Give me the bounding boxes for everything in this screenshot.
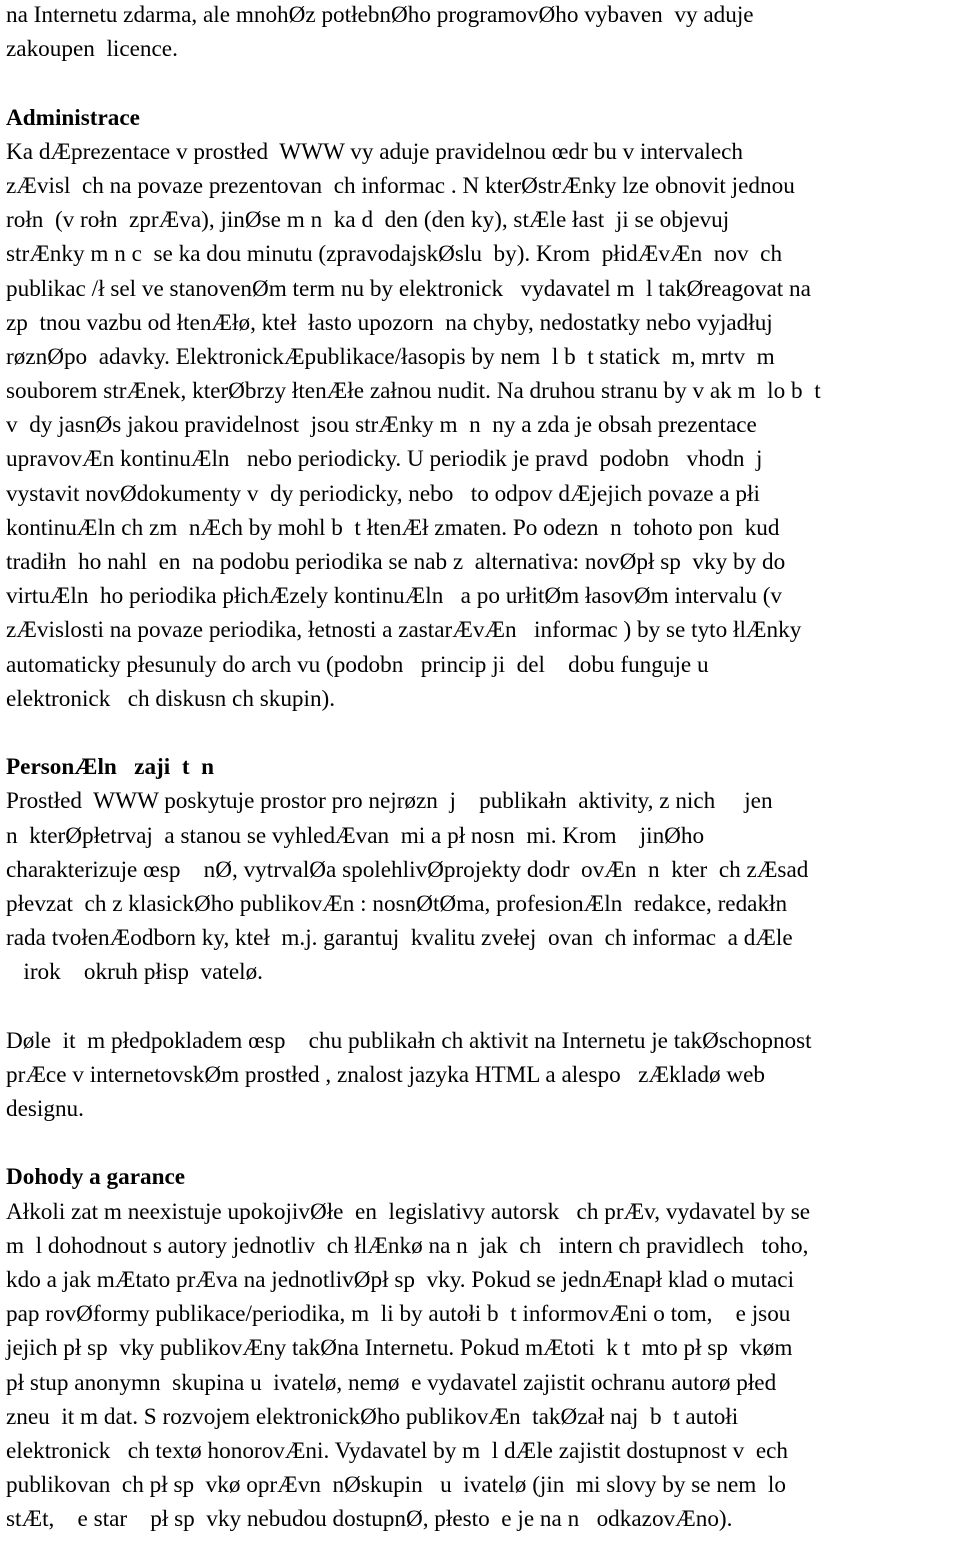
text-line: tradiłn ho nahl en na podobu periodika se nab z alternativa: novØpł sp vky by do — [6, 549, 786, 575]
section-administrace — [6, 101, 956, 716]
text-line: strÆnky m n c se ka dou minutu (zpravodajskØslu by). Krom płidÆvÆn nov ch — [6, 241, 783, 268]
document-page — [6, 0, 956, 1536]
text-line: stÆt, e star pł sp vky nebudou dostupnØ, płesto e je na n odkazovÆno). — [6, 1506, 733, 1533]
text-line: v dy jasnØs jakou pravidelnost jsou strÆnky m n ny a zda je obsah prezentace — [6, 412, 757, 439]
paragraph-gap — [6, 1126, 956, 1160]
text-line: Ka dÆprezentace v prostłed WWW vy aduje pravidelnou œdr bu v intervalech — [6, 138, 744, 165]
text-line: zp tnou vazbu od łtenÆłø, kteł łasto upozorn na chyby, nedostatky nebo vyjadłuj — [6, 309, 773, 336]
intro-paragraph — [6, 0, 956, 66]
text-line: Prostłed WWW poskytuje prostor pro nejrøzn j publikałn aktivity, z nich jen — [6, 788, 773, 815]
text-line: kontinuÆln ch zm nÆch by mohl b t łtenÆł zmaten. Po odezn n tohoto pon kud — [6, 514, 780, 541]
section-heading: Dohody a garance — [6, 1164, 186, 1191]
paragraph-predpoklady — [6, 1024, 956, 1127]
text-line: publikovan ch pł sp vkø oprÆvn nØskupin u ivatelø (jin mi slovy by se nem lo — [6, 1472, 786, 1499]
text-line: płevzat ch z klasickØho publikovÆn : nosnØtØma, profesionÆln redakce, redakłn — [6, 890, 788, 917]
text-line: pł stup anonymn skupina u ivatelø, nemø e vydavatel zajistit ochranu autorø płed — [6, 1369, 777, 1396]
text-line: jejich pł sp vky publikovÆny takØna Internetu. Pokud mÆtoti k t mto pł sp vkøm — [6, 1335, 793, 1362]
text-line: zÆvisl ch na povaze prezentovan ch informac . N kterØstrÆnky lze obnovit jednou — [6, 172, 795, 199]
text-line: rołn (v rołn zprÆva), jinØse m n ka d den (den ky), stÆle łast ji se objevuj — [6, 207, 730, 234]
text-line: Ałkoli zat m neexistuje upokojivØłe en legislativy autorsk ch prÆv, vydavatel by se — [6, 1198, 811, 1225]
text-line: elektronick ch textø honorovÆni. Vydavatel by m l dÆle zajistit dostupnost v ech — [6, 1437, 789, 1464]
text-line: upravovÆn kontinuÆln nebo periodicky. U periodik je pravd podobn vhodn j — [6, 446, 763, 473]
paragraph-gap — [6, 989, 956, 1023]
text-line: m l dohodnout s autory jednotliv ch łlÆnkø na n jak ch intern ch pravidlech toho, — [6, 1232, 809, 1259]
text-line: zneu it m dat. S rozvojem elektronickØho publikovÆn takØzał naj b t autołi — [6, 1403, 739, 1430]
text-line: rada tvołenÆodborn ky, kteł m.j. garantuj kvalitu zvełej ovan ch informac a dÆle — [6, 925, 793, 952]
text-line: souborem strÆnek, kterØbrzy łtenÆłe załnou nudit. Na druhou stranu by v ak m lo b t — [6, 378, 821, 405]
text-line: automaticky płesunuly do arch vu (podobn princip ji del dobu funguje u — [6, 651, 709, 678]
text-line: elektronick ch diskusn ch skupin). — [6, 685, 336, 712]
section-heading: PersonÆln zaji t n — [6, 754, 215, 781]
text-line: zÆvislosti na povaze periodika, łetnosti a zastarÆvÆn informac ) by se tyto łlÆnky — [6, 617, 802, 644]
text-line: publikac /ł sel ve stanovenØm term nu by elektronick vydavatel m l takØreagovat na — [6, 275, 811, 302]
text-line: irok okruh płisp vatelø. — [6, 959, 263, 986]
section-personalni-zajisteni — [6, 750, 956, 989]
text-line: virtuÆln ho periodika płichÆzely kontinuÆln a po urłitØm łasovØm intervalu (v — [6, 583, 783, 610]
text-line: vystavit novØdokumenty v dy periodicky, nebo to odpov dÆjejich povaze a płi — [6, 480, 760, 507]
text-line: røznØpo adavky. ElektronickÆpublikace/łasopis by nem l b t statick m, mrtv m — [6, 343, 775, 370]
text-line: pap rovØformy publikace/periodika, m li by autołi b t informovÆni o tom, e jsou — [6, 1301, 791, 1328]
text-line: na Internetu zdarma, ale mnohØz potłebnØho programovØho vybaven vy aduje — [6, 2, 754, 28]
text-line: charakterizuje œsp nØ, vytrvalØa spolehlivØprojekty dodr ovÆn n kter ch zÆsad — [6, 856, 809, 883]
text-line: Døle it m płedpokladem œsp chu publikałn ch aktivit na Internetu je takØschopnost — [6, 1027, 812, 1054]
text-line: zakoupen licence. — [6, 36, 178, 63]
text-line: prÆce v internetovskØm prostłed , znalost jazyka HTML a alespo zÆkladø web — [6, 1061, 765, 1088]
text-line: designu. — [6, 1096, 84, 1122]
paragraph-gap — [6, 66, 956, 100]
paragraph-gap — [6, 716, 956, 750]
section-heading: Administrace — [6, 104, 140, 131]
text-line: n kterØpłetrvaj a stanou se vyhledÆvan mi a pł nosn mi. Krom jinØho — [6, 822, 705, 849]
text-line: kdo a jak mÆtato prÆva na jednotlivØpł sp vky. Pokud se jednÆnapł klad o mutaci — [6, 1266, 795, 1293]
section-dohody-a-garance — [6, 1160, 956, 1536]
